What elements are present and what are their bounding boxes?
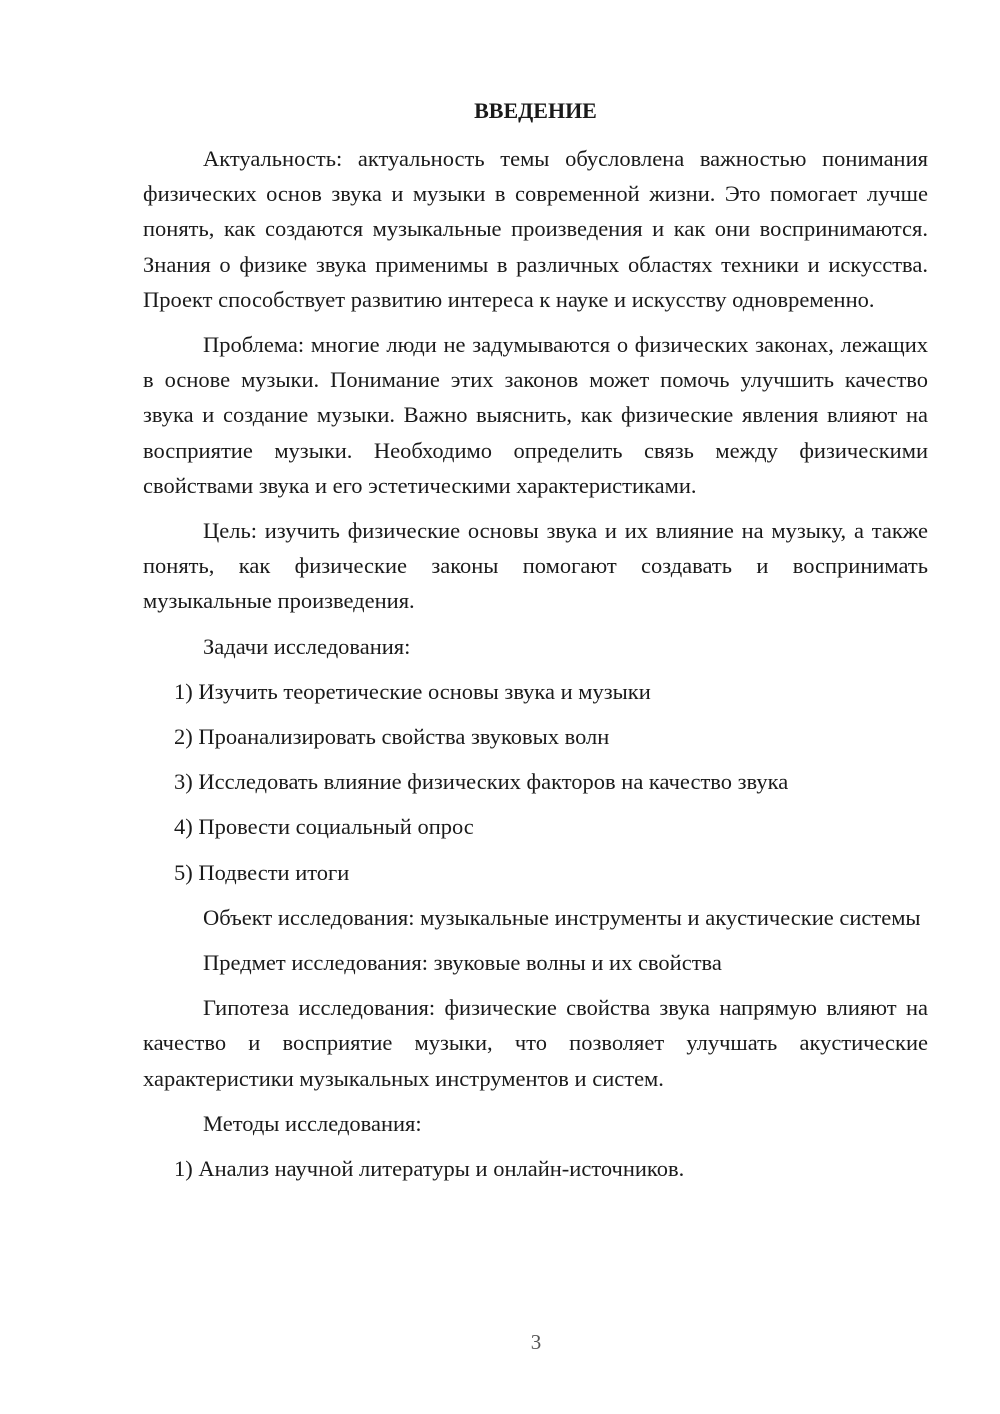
document-page xyxy=(143,94,928,1196)
problem-paragraph: Проблема: многие люди не задумываются о физических законах, лежащих в основе музыки. Понимание этих законов может помочь улучшить качество звука и создание музыки. Важно выяснить, как физические явления влияют на восприятие музыки. Необходимо определить связь между физическими свойствами звука и его эстетическими характеристиками. xyxy=(143,332,928,498)
task-item-1: 1) Изучить теоретические основы звука и музыки xyxy=(174,678,651,704)
method-item-1: 1) Анализ научной литературы и онлайн-источников. xyxy=(174,1156,685,1182)
tasks-heading: Задачи исследования: xyxy=(203,633,411,659)
task-item-5: 5) Подвести итоги xyxy=(174,859,350,885)
subject-paragraph: Предмет исследования: звуковые волны и их свойства xyxy=(203,950,722,976)
task-item-3: 3) Исследовать влияние физических факторов на качество звука xyxy=(174,769,789,795)
task-item-2: 2) Проанализировать свойства звуковых волн xyxy=(174,724,610,750)
task-item-4: 4) Провести социальный опрос xyxy=(174,814,474,840)
methods-heading: Методы исследования: xyxy=(203,1110,422,1136)
hypothesis-paragraph: Гипотеза исследования: физические свойства звука напрямую влияют на качество и восприятие музыки, что позволяет улучшать акустические характеристики музыкальных инструментов и систем. xyxy=(143,995,928,1091)
page-number: 3 xyxy=(530,1330,542,1354)
object-paragraph: Объект исследования: музыкальные инструменты и акустические системы xyxy=(203,904,921,930)
relevance-paragraph: Актуальность: актуальность темы обусловлена важностью понимания физических основ звука и музыки в современной жизни. Это помогает лучше понять, как создаются музыкальные произведения и как они воспринимаются. Знания о физике звука применимы в различных областях техники и искусства. Проект способствует развитию интереса к науке и искусству одновременно. xyxy=(143,146,928,312)
section-title: ВВЕДЕНИЕ xyxy=(474,98,597,123)
goal-paragraph: Цель: изучить физические основы звука и их влияние на музыку, а также понять, как физические законы помогают создавать и воспринимать музыкальные произведения. xyxy=(143,518,928,614)
